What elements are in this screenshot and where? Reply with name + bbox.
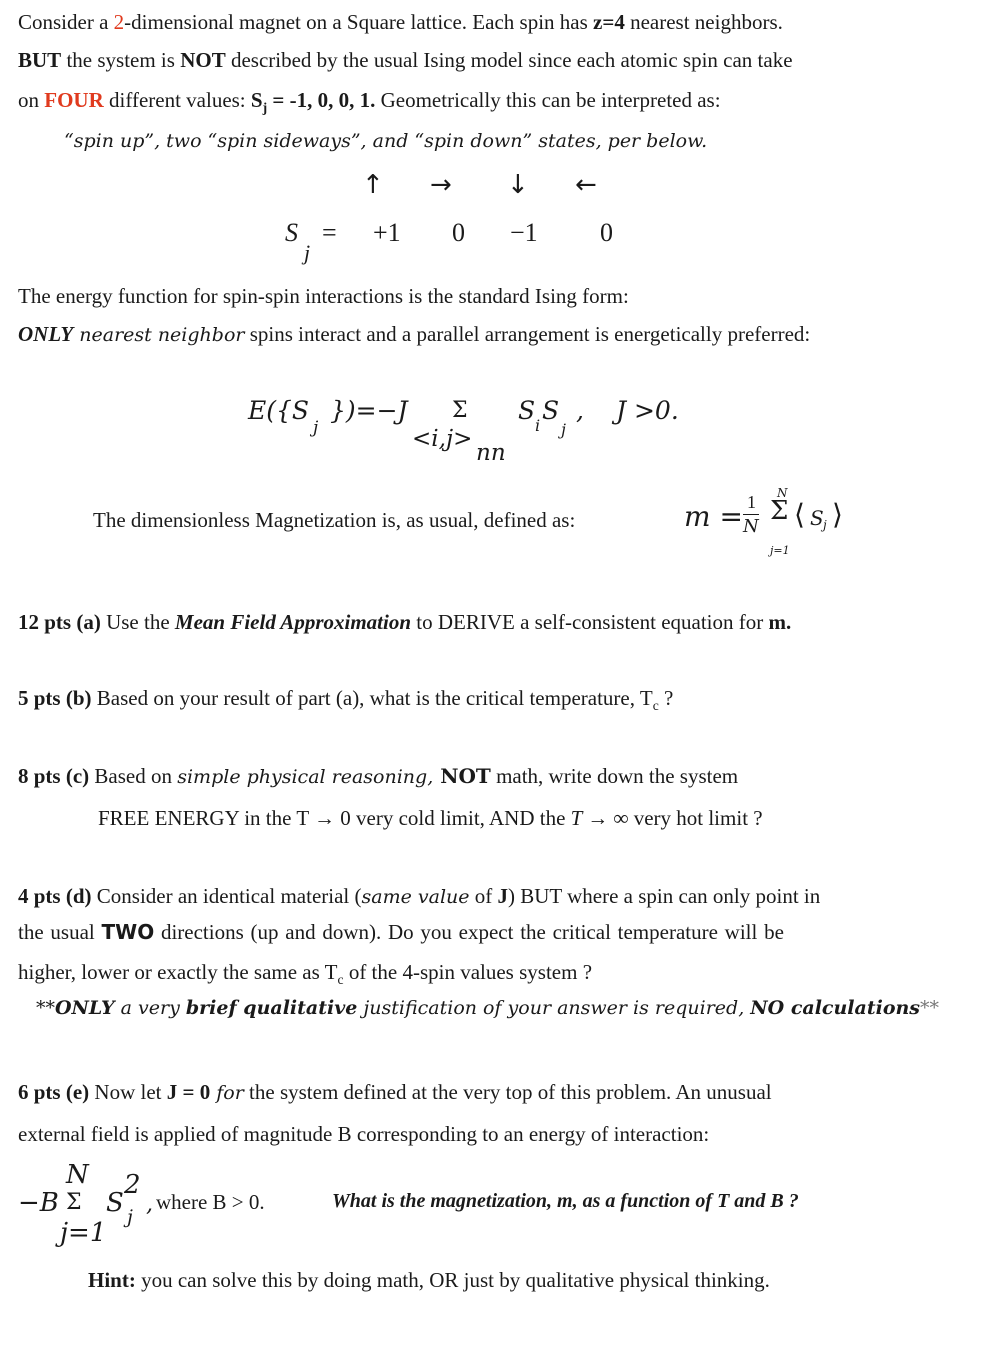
spin-i-subscript: i — [535, 416, 541, 435]
dimension-number: 2 — [113, 10, 125, 34]
part-c-line-1 — [18, 762, 738, 791]
intro-text: Geometrically this can be interpreted as: — [375, 88, 721, 112]
part-d-text: directions (up and down). Do you expect the critical temperature will be — [154, 920, 784, 944]
spin-value-down: −1 — [510, 218, 538, 247]
tc-subscript: c — [652, 698, 659, 714]
part-d-text: of — [469, 884, 498, 908]
part-d-text: ) BUT where a spin can only point in — [508, 884, 821, 908]
coordination-number: z=4 — [593, 10, 625, 34]
spin-values: = -1, 0, 0, 1. — [267, 88, 376, 112]
asterisks: ** — [36, 997, 55, 1019]
spin-value-left: 0 — [600, 218, 613, 247]
part-d-points: 4 pts (d) — [18, 884, 92, 908]
bracket-right: ⟩ — [832, 498, 843, 531]
part-c-line-2 — [98, 804, 763, 832]
intro-text: Consider a — [18, 10, 114, 34]
spin-subscript: j — [127, 1206, 133, 1228]
emphasis-only: ONLY — [55, 997, 115, 1019]
sum-lower-limit: j=1 — [60, 1218, 107, 1248]
j-positive-condition: J >0. — [616, 396, 679, 425]
m-equals: m = — [684, 500, 743, 533]
part-d-line-2 — [18, 918, 784, 946]
spin-subscript: j — [262, 100, 268, 116]
hint-line — [88, 1266, 770, 1294]
sum-symbol: Σ — [452, 398, 468, 423]
part-a-text: to DERIVE a self-consistent equation for — [411, 610, 769, 634]
energy-line-2 — [18, 320, 810, 349]
emphasis-four: FOUR — [44, 88, 104, 112]
part-c-text: Based on — [89, 764, 178, 788]
emphasis-not: NOT — [433, 764, 491, 788]
emphasis-but: BUT — [18, 48, 62, 72]
minus-b: −B — [18, 1188, 59, 1218]
magnetization-line — [93, 506, 575, 534]
part-d-text: of the 4-spin values system ? — [343, 960, 593, 984]
spin-j: S — [542, 396, 560, 425]
part-b-points: 5 pts (b) — [18, 686, 92, 710]
part-a — [18, 608, 791, 636]
intro-text: -dimensional magnet on a Square lattice. Each spin has — [124, 10, 594, 34]
j-zero: J = 0 — [166, 1080, 211, 1104]
part-d-line-1 — [18, 882, 820, 911]
equals-sign: = — [322, 218, 337, 247]
part-e-text: the system defined at the very top of this problem. An unusual — [243, 1080, 772, 1104]
sum-upper-limit: N — [777, 486, 788, 500]
spin-j-subscript: j — [561, 420, 566, 439]
intro-line-1 — [18, 8, 783, 36]
same-value: same value — [361, 886, 470, 908]
intro-text: on — [18, 88, 45, 112]
magnetization-text: The dimensionless Magnetization is, as usual, defined as: — [93, 508, 576, 532]
spin-label-subscript: j — [304, 240, 311, 265]
hot-limit-symbol: T → ∞ — [570, 806, 629, 830]
part-c-text: FREE ENERGY in the T → 0 very cold limit, AND the — [98, 806, 571, 830]
spin-symbol: S — [250, 88, 263, 112]
energy-lhs-text: E({S — [248, 396, 310, 425]
spin-value-up: +1 — [373, 218, 401, 247]
spin-states-description: “spin up”, two “spin sideways”, and “spin down” states, per below. — [64, 130, 708, 152]
spin-squared: S — [106, 1188, 124, 1218]
part-d-text: higher, lower or exactly the same as T — [18, 960, 338, 984]
arrow-down-icon: ↓ — [507, 170, 529, 200]
sum-subscript: <i,j> — [412, 426, 473, 452]
part-c-text: math, write down the system — [490, 764, 739, 788]
arrow-left-icon: ← — [575, 170, 597, 200]
arrow-right-icon: → — [430, 170, 452, 200]
energy-intro: The energy function for spin-spin interactions is the standard Ising form: — [18, 284, 629, 308]
sum-upper-limit: N — [66, 1160, 89, 1190]
part-b — [18, 684, 673, 720]
intro-text: the system is — [61, 48, 181, 72]
no-calculations: NO calculations — [750, 997, 921, 1019]
fraction-bar — [743, 514, 759, 515]
part-c-points: 8 pts (c) — [18, 764, 90, 788]
part-a-text: Use the — [100, 610, 175, 634]
emphasis-two: TWO — [101, 920, 155, 944]
energy-line-1 — [18, 282, 629, 310]
sum-lower-limit: j=1 — [770, 544, 790, 557]
part-d-note: a very — [114, 997, 186, 1019]
part-e-for: for — [210, 1082, 244, 1104]
energy-lhs — [248, 396, 309, 425]
part-d-note: justification of your answer is required, — [357, 997, 751, 1019]
part-b-text: Based on your result of part (a), what is the critical temperature, T — [91, 686, 653, 710]
fraction-denominator: N — [743, 516, 759, 537]
brief-qualitative: brief qualitative — [185, 997, 358, 1019]
spin-value-right: 0 — [452, 218, 465, 247]
part-e-question: What is the magnetization, m, as a function of T and B ? — [332, 1190, 799, 1212]
emphasis-only: ONLY — [18, 322, 74, 346]
comma: , — [576, 396, 584, 425]
part-a-m: m. — [768, 610, 792, 634]
asterisks: ** — [920, 997, 940, 1019]
part-d-line-4 — [36, 994, 939, 1023]
intro-text: described by the usual Ising model since each atomic spin can take — [225, 48, 793, 72]
bracket-left: ⟨ — [794, 498, 805, 531]
part-e-points: 6 pts (e) — [18, 1080, 90, 1104]
bracket-spin: S — [810, 506, 824, 530]
coupling-j: J — [497, 884, 509, 908]
bracket-spin-subscript: j — [823, 518, 827, 532]
hint-text: you can solve this by doing math, OR just by qualitative physical thinking. — [135, 1268, 770, 1292]
part-d-text: Consider an identical material ( — [91, 884, 362, 908]
energy-text: spins interact and a parallel arrangement is energetically preferred: — [244, 322, 811, 346]
mean-field-approximation: Mean Field Approximation — [174, 610, 412, 634]
energy-lhs-end: })=−J — [330, 396, 408, 425]
arrow-up-icon: ↑ — [362, 170, 384, 200]
part-c-text: very hot limit ? — [628, 806, 763, 830]
intro-line-2 — [18, 46, 793, 74]
fraction-numerator: 1 — [747, 492, 756, 512]
sum-subscript-nn: nn — [476, 440, 506, 466]
part-d-text: the usual — [18, 920, 102, 944]
b-positive-condition: where B > 0. — [156, 1190, 265, 1214]
energy-lhs-subscript: j — [313, 418, 319, 438]
part-e-text: external field is applied of magnitude B corresponding to an energy of interaction: — [18, 1122, 710, 1146]
spin-label: S — [285, 218, 298, 247]
intro-line-3 — [18, 86, 721, 122]
comma: , — [146, 1192, 153, 1217]
part-e-line-2 — [18, 1120, 709, 1148]
emphasis-not: NOT — [180, 48, 226, 72]
spin-i: S — [518, 396, 536, 425]
spin-exponent: 2 — [124, 1170, 141, 1200]
part-e-text: Now let — [89, 1080, 167, 1104]
part-d-line-3 — [18, 958, 592, 994]
part-a-points: 12 pts (a) — [18, 610, 101, 634]
intro-line-4 — [64, 126, 707, 155]
sum-symbol: Σ — [66, 1190, 82, 1215]
part-e-line-1 — [18, 1078, 772, 1107]
tc-subscript: c — [337, 972, 344, 988]
intro-text: nearest neighbors. — [624, 10, 783, 34]
hint-label: Hint: — [88, 1268, 136, 1292]
part-b-end: ? — [658, 686, 674, 710]
nearest-neighbor-text: nearest neighbor — [73, 324, 245, 346]
sum-symbol: Σ — [770, 496, 789, 526]
intro-text: different values: — [103, 88, 251, 112]
simple-physical-reasoning: simple physical reasoning, — [177, 766, 434, 788]
